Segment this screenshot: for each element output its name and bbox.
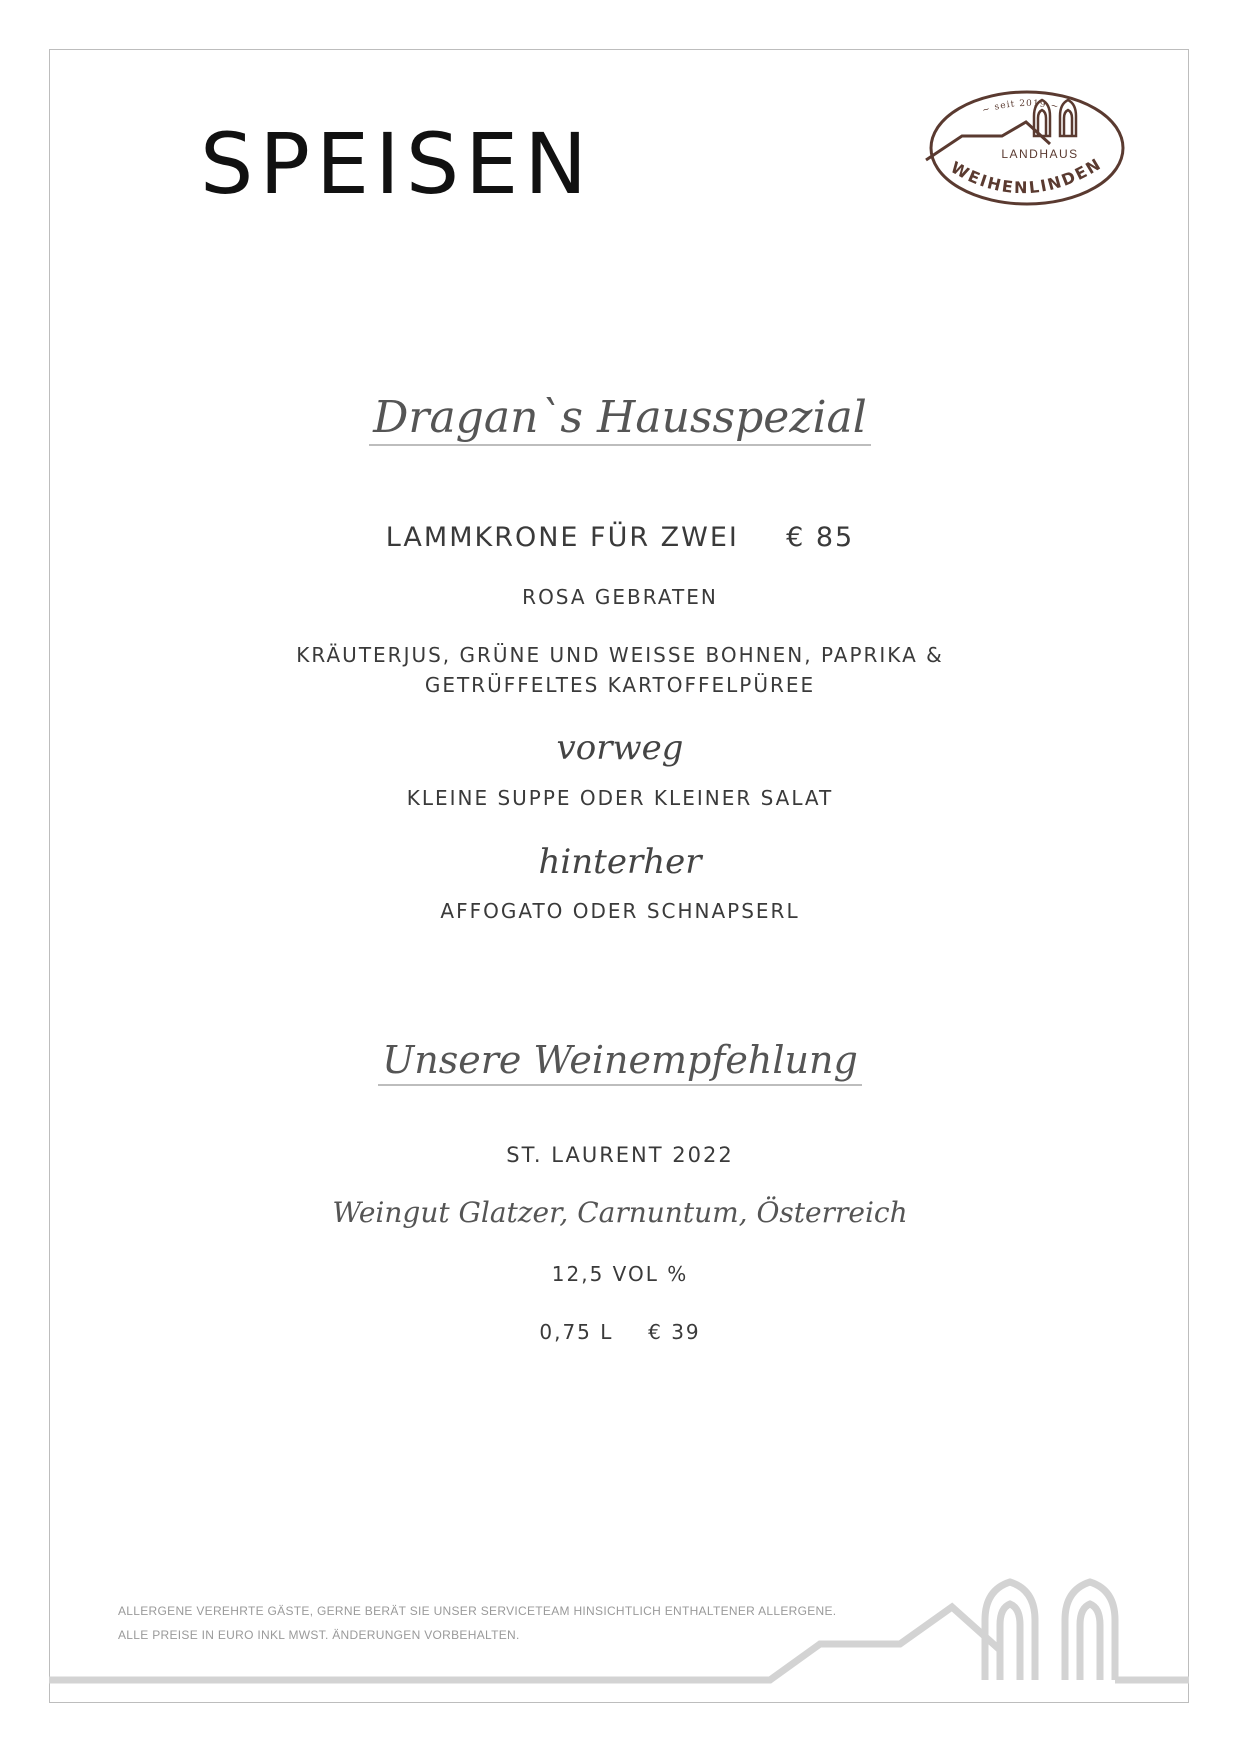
wine-heading: Unsere Weinempfehlung xyxy=(378,1040,862,1086)
wine-alcohol: 12,5 VOL % xyxy=(551,1262,689,1286)
wine-price: € 39 xyxy=(648,1320,701,1344)
dish-sides-line2: GETRÜFFELTES KARTOFFELPÜREE xyxy=(424,673,816,697)
before-text: KLEINE SUPPE ODER KLEINER SALAT xyxy=(406,786,834,810)
footer-allergens: ALLERGENE VEREHRTE GÄSTE, GERNE BERÄT SIE UNSER SERVICETEAM HINSICHTLICH ENTHALTENER ALLERGENE. xyxy=(118,1604,837,1618)
logo-line1: LANDHAUS xyxy=(1001,147,1079,161)
footer-prices: ALLE PREISE IN EURO INKL MWST. ÄNDERUNGEN VORBEHALTEN. xyxy=(118,1628,520,1642)
dish-sides xyxy=(0,640,1240,700)
landhaus-weihenlinden-logo xyxy=(922,86,1132,210)
special-heading-wrap xyxy=(0,394,1240,446)
wine-volume-price xyxy=(0,1320,1240,1344)
special-heading: Dragan`s Hausspezial xyxy=(369,394,871,446)
after-text: AFFOGATO ODER SCHNAPSERL xyxy=(440,899,800,923)
dish-preparation: ROSA GEBRATEN xyxy=(522,585,718,609)
dish-sides-line1: KRÄUTERJUS, GRÜNE UND WEISSE BOHNEN, PAPRIKA & xyxy=(296,643,944,667)
wine-producer: Weingut Glatzer, Carnuntum, Österreich xyxy=(332,1196,908,1229)
logo-line2: WEIHENLINDEN xyxy=(947,153,1106,198)
page-title: SPEISEN xyxy=(200,115,594,213)
svg-text:~ seit 2019 ~: ~ seit 2019 ~ xyxy=(981,98,1061,117)
wine-volume: 0,75 L xyxy=(539,1320,614,1344)
wine-heading-wrap xyxy=(0,1040,1240,1086)
dish-name: LAMMKRONE FÜR ZWEI xyxy=(385,522,739,553)
before-label: vorweg xyxy=(556,728,684,768)
dish-line xyxy=(0,522,1240,553)
after-label: hinterher xyxy=(538,842,702,882)
dish-price: € 85 xyxy=(786,522,855,553)
wine-name: ST. LAURENT 2022 xyxy=(506,1143,734,1167)
